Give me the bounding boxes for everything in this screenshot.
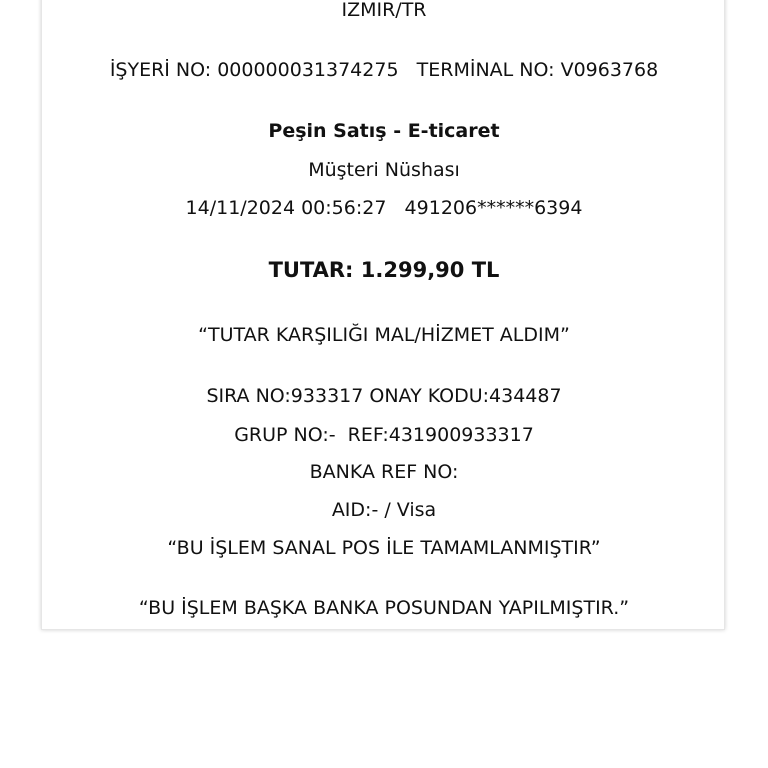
copy-type: Müşteri Nüshası — [308, 159, 460, 181]
aid-line: AID:- / Visa — [331, 499, 437, 521]
transaction-type: Peşin Satış - E-ticaret — [268, 120, 500, 142]
acknowledgement: “TUTAR KARŞILIĞI MAL/HİZMET ALDIM” — [198, 324, 570, 346]
location: IZMIR/TR — [341, 0, 427, 21]
amount: TUTAR: 1.299,90 TL — [268, 258, 500, 282]
group-ref-line: GRUP NO:- REF:431900933317 — [234, 424, 534, 446]
other-bank-note: “BU İŞLEM BAŞKA BANKA POSUNDAN YAPILMIŞTIR.” — [138, 597, 630, 619]
merchant-terminal-line: İŞYERİ NO: 000000031374275 TERMİNAL NO: V0963768 — [109, 59, 659, 81]
virtual-pos-note: “BU İŞLEM SANAL POS İLE TAMAMLANMIŞTIR” — [167, 537, 601, 559]
sequence-approval-line: SIRA NO:933317 ONAY KODU:434487 — [206, 385, 562, 407]
bank-ref-line: BANKA REF NO: — [309, 461, 459, 483]
datetime-card-line: 14/11/2024 00:56:27 491206******6394 — [185, 197, 583, 219]
